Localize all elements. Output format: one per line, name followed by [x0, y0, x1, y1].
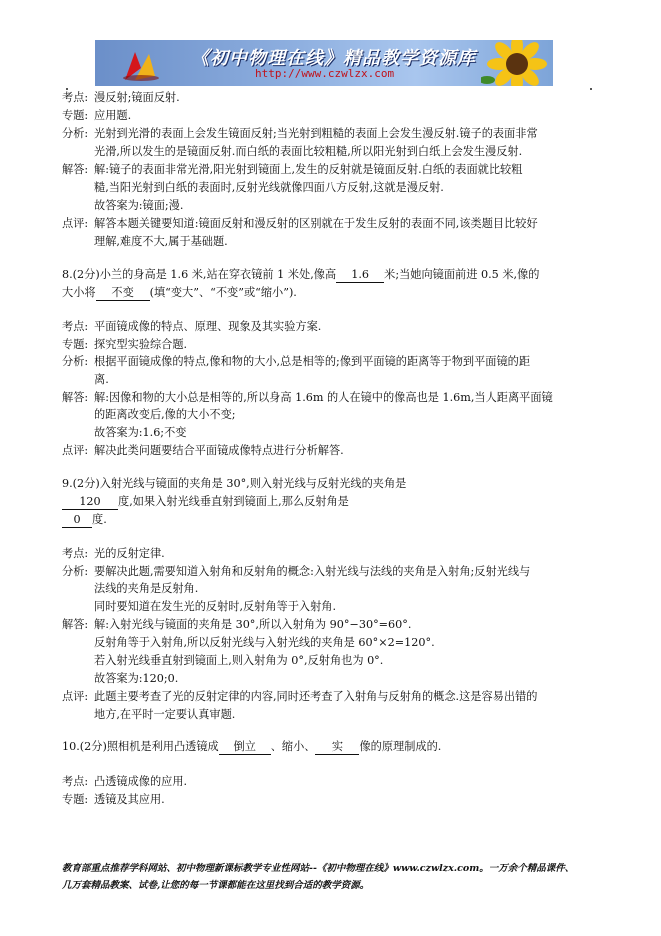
q7-kaodian: 考点: 漫反射;镜面反射. [62, 91, 180, 104]
q7-fenxi: 分析: 光射到光滑的表面上会发生镜面反射;当光射到粗糙的表面上会发生漫反射.镜子的表面非常 [62, 127, 538, 140]
q7-dianping: 点评: 解答本题关键要知道:镜面反射和漫反射的区别就在于发生反射的表面不同,该类题目比较好 [62, 217, 538, 230]
q10-stem: 10.(2分)照相机是利用凸透镜成 倒立 、缩小、 实 像的原理制成的. [62, 740, 442, 753]
q9-stem-line2: 120 度,如果入射光线垂直射到镜面上,那么反射角是 [62, 493, 349, 511]
q8-blank-1: 1.6 [336, 268, 384, 283]
q7-fenxi-line2: 光滑,所以发生的是镜面反射.而白纸的表面比较粗糙,所以阳光射到白纸上会发生漫反射. [94, 145, 523, 158]
banner-title: 《初中物理在线》精品教学资源库 [191, 48, 476, 69]
q9-dianping: 点评: 此题主要考查了光的反射定律的内容,同时还考查了入射角与反射角的概念.这是容易出错的 [62, 690, 538, 703]
q8-fenxi: 分析: 根据平面镜成像的特点,像和物的大小,总是相等的;像到平面镜的距离等于物到平面镜的距 [62, 355, 531, 368]
sunflower-icon [481, 40, 551, 86]
q8-jieda-answer: 故答案为:1.6;不变 [94, 426, 187, 439]
q8-jieda-line2: 的距离改变后,像的大小不变; [94, 408, 236, 421]
q9-fenxi-line3: 同时要知道在发生光的反射时,反射角等于入射角. [94, 600, 337, 613]
header-banner [95, 40, 553, 86]
q9-stem: 9.(2分)入射光线与镜面的夹角是 30°,则入射光线与反射光线的夹角是 [62, 477, 407, 490]
q8-fenxi-line2: 离. [94, 373, 109, 386]
q8-kaodian: 考点: 平面镜成像的特点、原理、现象及其实验方案. [62, 320, 322, 333]
q9-jieda: 解答: 解:入射光线与镜面的夹角是 30°,所以入射角为 90°−30°=60°. [62, 618, 412, 631]
q9-jieda-answer: 故答案为:120;0. [94, 672, 179, 685]
q8-jieda: 解答: 解:因像和物的大小总是相等的,所以身高 1.6m 的人在镜中的像高也是 1.6m,当人距离平面镜 [62, 391, 553, 404]
q9-blank-2: 0 [62, 513, 92, 528]
q7-zhuanti: 专题: 应用题. [62, 109, 132, 122]
q7-jieda-line2: 糙,当阳光射到白纸的表面时,反射光线就像四面八方反射,这就是漫反射. [94, 181, 444, 194]
footer-line-1: 教育部重点推荐学科网站、初中物理新课标教学专业性网站--《初中物理在线》www.czwlzx.com。一万余个精品课件、 [62, 863, 575, 874]
q9-stem-line3: 0 度. [62, 511, 107, 529]
q9-fenxi: 分析: 要解决此题,需要知道入射角和反射角的概念:入射光线与法线的夹角是入射角;反射光线与 [62, 565, 531, 578]
q10-blank-1: 倒立 [219, 740, 271, 755]
footer-line-2: 几万套精品教案、试卷,让您的每一节课都能在这里找到合适的教学资源。 [62, 880, 370, 891]
q8-stem: 8.(2分)小兰的身高是 1.6 米,站在穿衣镜前 1 米处,像高 1.6 米;当她向镜面前进 0.5 米,像的 [62, 268, 540, 281]
q7-dianping-line2: 理解,难度不大,属于基础题. [94, 235, 228, 248]
q9-fenxi-line2: 法线的夹角是反射角. [94, 582, 199, 595]
q9-jieda-line3: 若入射光线垂直射到镜面上,则入射角为 0°,反射角也为 0°. [94, 654, 384, 667]
q8-dianping: 点评: 解决此类问题要结合平面镜成像特点进行分析解答. [62, 444, 344, 457]
site-logo-icon [121, 46, 161, 82]
q10-blank-2: 实 [315, 740, 359, 755]
q7-jieda-answer: 故答案为:镜面;漫. [94, 199, 184, 212]
q8-blank-2: 不变 [96, 286, 150, 301]
q9-kaodian: 考点: 光的反射定律. [62, 547, 165, 560]
q9-jieda-line2: 反射角等于入射角,所以反射光线与入射光线的夹角是 60°×2=120°. [94, 636, 435, 649]
q10-zhuanti: 专题: 透镜及其应用. [62, 793, 165, 806]
q8-zhuanti: 专题: 探究型实验综合题. [62, 338, 188, 351]
q9-blank-1: 120 [62, 495, 118, 510]
q7-jieda: 解答: 解:镜子的表面非常光滑,阳光射到镜面上,发生的反射就是镜面反射.白纸的表面就比较粗 [62, 163, 523, 176]
q8-stem-line2: 大小将 不变 (填“变大”、“不变”或“缩小”). [62, 286, 297, 299]
q10-kaodian: 考点: 凸透镜成像的应用. [62, 775, 188, 788]
q9-dianping-line2: 地方,在平时一定要认真审题. [94, 708, 236, 721]
banner-url: http://www.czwlzx.com [255, 67, 395, 80]
page-footer [62, 860, 622, 894]
